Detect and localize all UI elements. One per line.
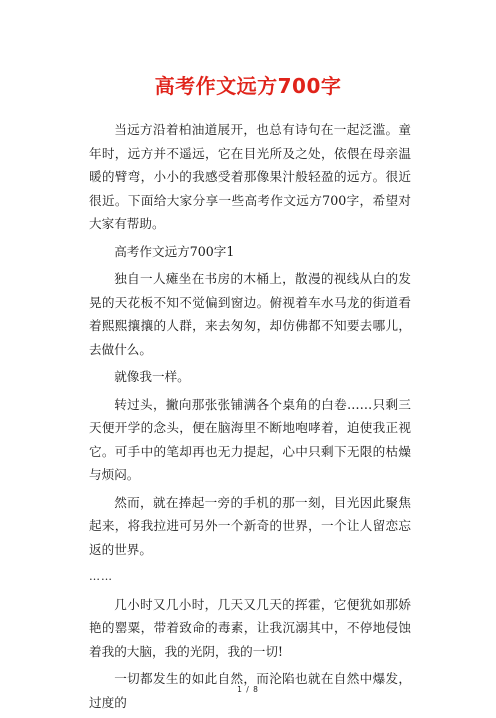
paragraph: 转过头，撇向那张张铺满各个桌角的白卷……只剩三天便开学的念头，便在脑海里不断地咆哮着，迫使我正视它。可手中的笔却再也无力提起，心中只剩下无限的枯燥与烦闷。 xyxy=(89,396,411,482)
paragraph: 然而，就在捧起一旁的手机的那一刻，目光因此聚焦起来，将我拉进可另外一个新奇的世界，一个让人留恋忘返的世界。 xyxy=(89,494,411,557)
ellipsis: …… xyxy=(89,570,113,583)
paragraph-intro: 当远方沿着柏油道展开，也总有诗句在一起泛滥。童年时，远方并不遥远，它在目光所及之处，依偎在母亲温暖的臂弯，小小的我感受着那像果汁般轻盈的远方。很近很近。下面给大家分享一些高考作文远方700字，希望对大家有帮助。 xyxy=(89,122,411,231)
document-title: 高考作文远方700字 xyxy=(154,74,342,98)
paragraph: 独自一人瘫坐在书房的木桶上，散漫的视线从白的发晃的天花板不知不觉偏到窗边。俯视着车水马龙的街道看着熙熙攘攘的人群，来去匆匆，却仿佛都不知要去哪儿，去做什么。 xyxy=(89,271,411,357)
page-indicator: 1 / 8 xyxy=(237,685,259,694)
document-body xyxy=(89,118,411,718)
paragraph: 一切都发生的如此自然，而沦陷也就在自然中爆发，过度的 xyxy=(89,671,411,710)
paragraph: 就像我一样。 xyxy=(114,369,190,384)
paragraph: 几小时又几小时，几天又几天的挥霍，它便犹如那娇艳的罂粟，带着致命的毒素，让我沉溺其中，不停地侵蚀着我的大脑，我的光阴，我的一切! xyxy=(89,596,411,659)
section-heading: 高考作文远方700字1 xyxy=(114,243,235,259)
